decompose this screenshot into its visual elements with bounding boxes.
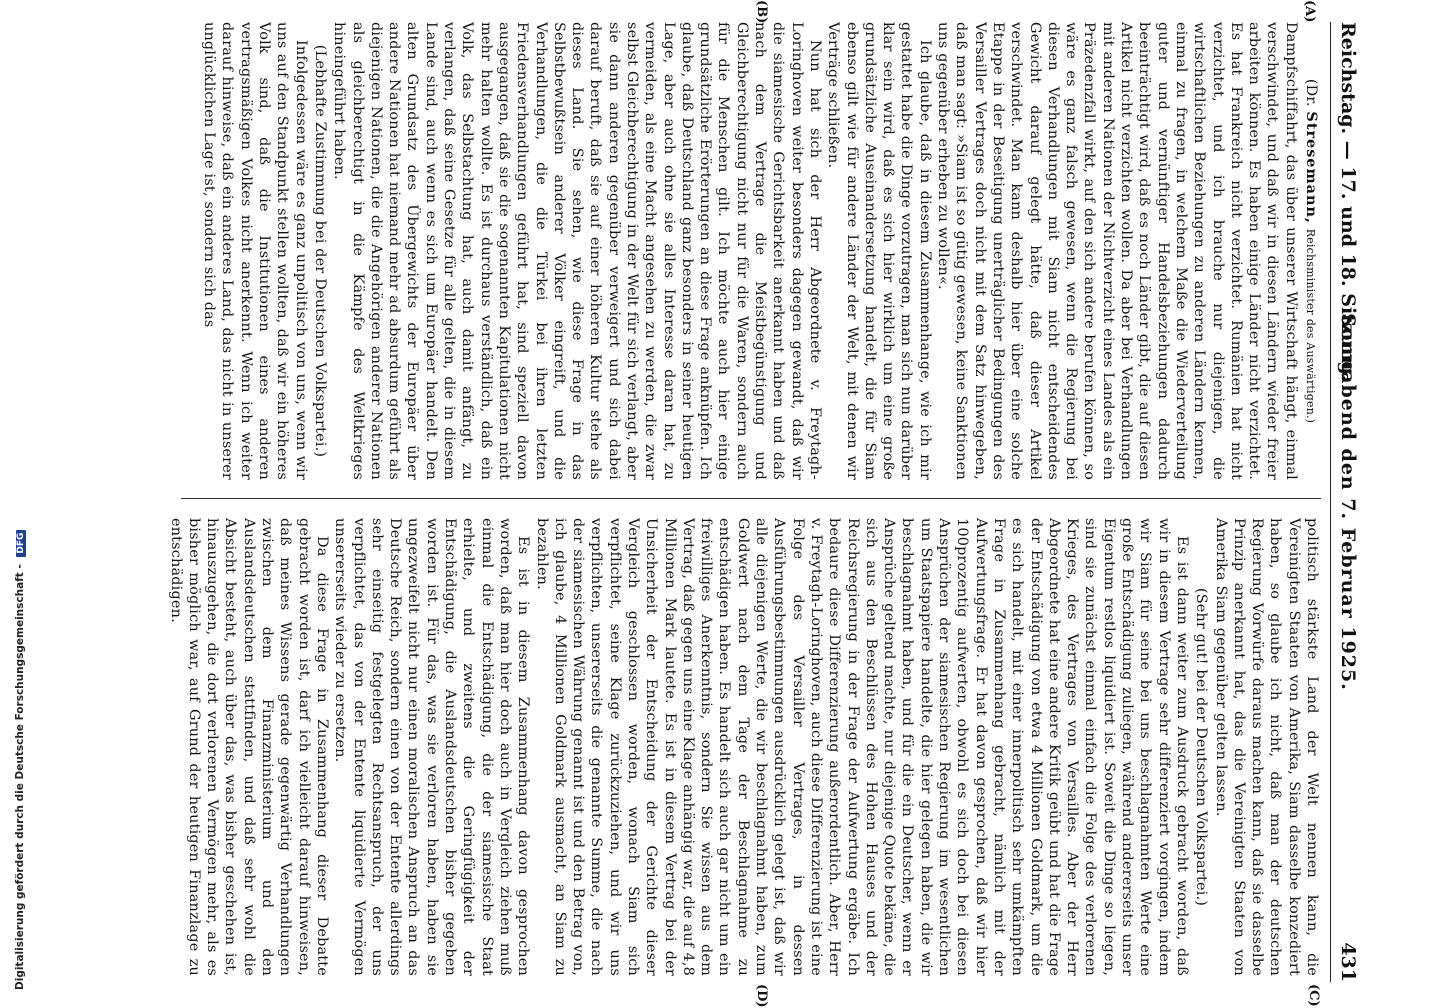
left-column [131,22,1321,480]
applause-note: (Lebhafte Zustimmung bei der Deutschen Volkspartei.) [311,44,328,458]
session-title: Reichstag. — 17. und 18. Sitzung. [1337,22,1359,382]
right-column [131,518,1321,976]
session-date: Sonnabend den 7. Februar 1925. [1337,313,1359,691]
paragraph: Es ist in diesem Zusammenhang davon gesprochen worden, daß man hier doch auch in Vergleich ziehen muß einmal die Entschädigung, die der siamesische Staat erhielte, und zweitens die Geringfügigkeit der Entschädigung, die Auslandsdeutschen bisher gegeben worden ist. Für das, was sie verloren haben, haben sie ungezweifelt nicht nur einen moralischen Anspruch an das Deutsche Reich, sondern einen von der Entente allerdings sehr einseitig festgelegten Rechtsanspruch, der uns verpflichtet, das von der Entente liquidierte Vermögen unsererseits wieder zu ersetzen. [332,518,532,976]
paragraph: politisch stärkste Land der Welt nennen kann, die Vereinigten Staaten von Amerika, Siam dasselbe konzediert haben, so glaube ich nicht, daß man der deutschen Regierung Vorwürfe daraus machen kann, daß sie dasselbe Prinzip anerkannt hat, das die Vereinigten Staaten von Amerika Siam gegenüber gelten lassen. [1212,518,1320,976]
speaker-line [1301,22,1320,480]
speaker-role: Reichsminister des Auswärtigen.) [1304,228,1317,424]
speaker-open: (Dr. [1303,78,1319,107]
credit-text: Digitalisierung gefördert durch die Deutsche Forschungsgemeinschaft - [14,564,26,990]
dfg-logo: DFG [16,530,26,557]
margin-mark-b: (B) [754,0,769,24]
paragraph: Nun hat sich der Herr Abgeordnete v. Freytagh-Loringhoven weiter besonders dagegen gewandt, daß wir die siamesische Gerichtsbarkeit anerkannt haben und daß nach dem Vertrage die Meistbegünstigung und Gleichberechtigung nicht nur für die Waren, sondern auch für die Menschen gilt. Ich möchte auch hier einige grundsätzliche Erörterungen an diese Frage anknüpfen. Ich glaube, daß Deutschland ganz besonders in seiner heutigen Lage, aber auch ohne sie alles Interesse daran hat, zu vermeiden, als eine Macht angesehen zu werden, die zwar selbst Gleichberechtigung in der Welt für sich verlangt, aber sie dann anderen gegenüber verweigert und sich dabei darauf beruft, daß sie auf einer höheren Kultur stehe als dieses Land. Sie sehen, wie diese Frage in das Selbstbewußtsein anderer Völker eingreift, und die Verhandlungen, die die Türkei bei ihren letzten Friedensverhandlungen geführt hat, sind speziell davon ausgegangen, daß sie die sogenannten Kapitulationen nicht mehr halten wollte. Es ist durchaus verständlich, daß ein Volk, das Selbstachtung hat, auch damit anfängt, zu verlangen, daß seine Gesetze für alle gelten, die in diesem Lande sind, auch wenn es sich um Europäer handelt. Den alten Grundsatz des Übergewichts der Europäer über andere Nationen hat niemand mehr ad absurdum geführt als diejenigen Nationen, die die Angehörigen anderer Nationen als gleichberechtigt in die Kämpfe des Weltkrieges hineingeführt haben. [331,22,823,480]
paragraph: Dampfschiffahrt, das über unserer Wirtschaft hängt, einmal verschwindet, und daß wir in diesen Ländern wieder freier arbeiten können. Es haben einige Länder nicht verzichtet. Es hat Frankreich nicht verzichtet. Rumänien hat nicht verzichtet, und ich brauche nur diejenigen, die wirtschaftlichen Beziehungen zu anderen Ländern kennen, einmal zu fragen, in welchem Maße die Wiederverteilung guter und vernünftiger Handelsbeziehungen dadurch beeinträchtigt wird, daß es noch Länder gibt, die auf diesen Artikel nicht verzichten wollen. Da aber bei Verhandlungen mit anderen Nationen der Nichtverzicht eines Landes als ein Präzedenzfall wirkt, auf den sich andere berufen können, so wäre es ganz falsch gewesen, wenn die Regierung bei diesen Verhandlungen mit Siam nicht entscheidendes Gewicht darauf gelegt hätte, daß dieser Artikel verschwindet. Man kann deshalb hier über eine solche Etappe in der Beseitigung unerträglicher Bedingungen des Versailler Vertrages doch nicht mit dem Satz hinwegeben, daß man sagt: »Siam ist so gütig gewesen, keine Sanktionen uns gegenüber erheben zu wollen«. [935,22,1299,480]
margin-mark-c: (C) [1306,984,1321,1007]
digitization-credit [0,0,26,1000]
scanned-page [120,0,1365,1008]
paragraph: Infolgedessen wäre es ganz unpolitisch von uns, wenn wir uns auf den Standpunkt stellen wollten, daß wir ein höheres Volk sind, daß die Institutionen eines anderen vertragsmäßigen Volkes nicht anerkennt. Wenn ich weiter darauf hinweise, daß ein anderes Land, das nicht in unserer unglücklichen Lage ist, sondern sich das [201,22,309,480]
margin-mark-a: (A) [1302,0,1317,23]
paragraph: Es ist dann weiter zum Ausdruck gebracht worden, daß wir in diesem Vertrage sehr differenziert vorgingen, indem wir Siam für seine bei uns beschlagnahmten Werte eine große Entschädigung zuliegen, während andererseits unser Eigentum restlos liquidiert ist. Soweit die Dinge so liegen, sind sie zunächst einmal einfach die Folge des verlorenen Krieges, des Vertrages von Versailles. Aber der Herr Abgeordnete hat eine andere Kritik geübt und hat die Frage der Entschädigung von etwa 4 Millionen Goldmark, um die es sich handelt, mit einer innerpolitisch sehr umkämpften Frage in Zusammenhang gebracht, nämlich mit der Aufwertungsfrage. Er hat davon gesprochen, daß wir hier 100prozentig aufwerten, obwohl es sich doch bei diesen Ansprüchen der siamesischen Regierung im wesentlichen um Staatspapiere handelte, die hier gelegen haben, die wir beschlagnahmt haben, und für die ein Deutscher, wenn er Ansprüche geltend machte, nur diejenige Quote bekäme, die sich aus den Beschlüssen des Hohen Hauses und der Reichsregierung in der Frage der Aufwertung ergäbe. Ich bedaure diese Differenzierung außerordentlich. Aber, Herr v. Freytagh-Loringhoven, auch diese Differenzierung ist eine Folge des Versailler Vertrages, in dessen Ausführungsbestimmungen ausdrücklich gelegt ist, daß wir alle diejenigen Werte, die wir beschlagnahmt haben, zum Goldwert nach dem Tage der Beschlagnahme zu entschädigen haben. Es handelt sich auch gar nicht um ein freiwilliges Anerkenntnis, sondern Sie wissen aus dem Vertrag, daß gegen uns eine Klage anhängig war, die auf 4,8 Millionen Mark lautete. Es ist in diesem Vertrag bei der Unsicherheit der Entscheidung der Gerichte dieser Vergleich geschlossen worden, wonach Siam sich verpflichtet, seine Klage zurückzuziehen, und wir uns verpflichten, unsererseits die genannte Summe, die nach der siamesischen Währung genannt ist und den Betrag von, ich glaube, 4 Millionen Goldmark ausmacht, an Siam zu bezahlen. [533,518,1190,976]
column-divider [181,498,1321,499]
paragraph: Ich glaube, daß in diesem Zusammenhange, wie ich mir gestattet habe die Dinge vorzutragen, man sich nun darüber klar sein wird, daß es sich hier wirklich um eine große grundsätzliche Auseinandersetzung handelt, die für Siam ebenso gilt wie für andere Länder der Welt, mit denen wir Verträge schließen. [825,22,933,480]
margin-mark-d: (D) [754,984,769,1008]
speaker-name: Stresemann, [1303,111,1320,224]
applause-note: (Sehr gut! bei der Deutschen Volkspartei.) [1193,587,1210,907]
page-header [1330,22,1365,982]
page-number: 431 [1337,942,1359,982]
paragraph: Da diese Frage in Zusammenhang dieser Debatte gebracht worden ist, darf ich vielleicht darauf hinweisen, daß meines Wissens gerade gegenwärtig Verhandlungen zwischen dem Finanzministerium und den Auslandsdeutschen stattfinden, und daß sehr wohl die Absicht besteht, auch über das, was bisher geschehen ist, hinauszugehen, die dort verlorenen Vermögen mehr, als es bisher möglich war, auf Grund der heutigen Finanzlage zu entschädigen. [167,518,330,976]
